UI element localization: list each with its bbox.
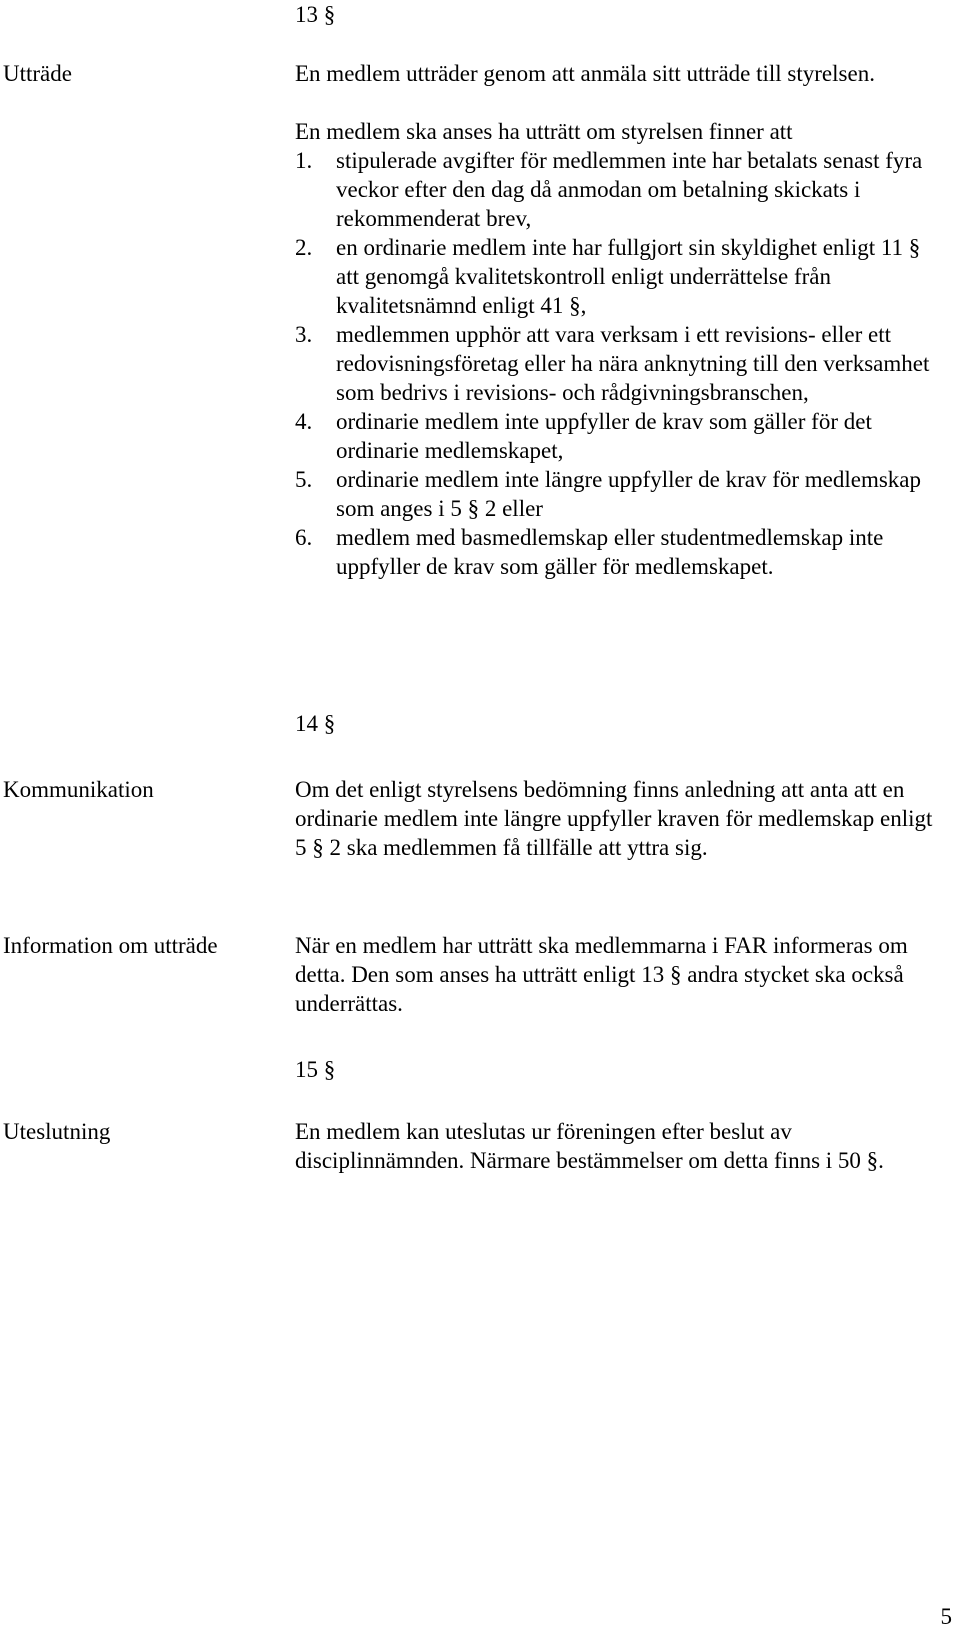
side-label-uttrade: Utträde	[3, 61, 72, 86]
section-13-body	[295, 59, 945, 581]
side-label-kommunikation: Kommunikation	[3, 777, 154, 802]
section-14-heading: 14 §	[295, 711, 336, 736]
section-13-para-2: En medlem ska anses ha utträtt om styrelsen finner att	[295, 119, 793, 144]
list-item-text: medlemmen upphör att vara verksam i ett revisions- eller ett redovisningsföretag eller ha nära anknytning till den verksamhet som bedrivs i revisions- och rådgivningsbranschen,	[336, 322, 930, 405]
section-15-heading: 15 §	[295, 1057, 336, 1082]
section-14-para-2: När en medlem har utträtt ska medlemmarna i FAR informeras om detta. Den som anses ha utträtt enligt 13 § andra stycket ska också underrättas.	[295, 933, 908, 1016]
page-number: 5	[940, 1604, 952, 1629]
list-item	[295, 146, 945, 233]
side-label-uteslutning: Uteslutning	[3, 1119, 111, 1144]
section-15-para-1: En medlem kan uteslutas ur föreningen efter beslut av disciplinnämnden. Närmare bestämmelser om detta finns i 50 §.	[295, 1119, 884, 1173]
list-item-number: 4.	[295, 409, 313, 434]
list-item-text: ordinarie medlem inte uppfyller de krav som gäller för det ordinarie medlemskapet,	[336, 409, 872, 463]
list-item-text: stipulerade avgifter för medlemmen inte har betalats senast fyra veckor efter den dag då anmodan om betalning skickats i rekommenderat brev,	[336, 148, 923, 231]
list-item-text: medlem med basmedlemskap eller studentmedlemskap inte uppfyller de krav som gäller för medlemskapet.	[336, 525, 884, 579]
list-item-number: 2.	[295, 235, 313, 260]
list-item-number: 3.	[295, 322, 313, 347]
list-item	[295, 233, 945, 320]
list-item	[295, 523, 945, 581]
list-item-number: 6.	[295, 525, 313, 550]
section-13-para-1: En medlem utträder genom att anmäla sitt utträde till styrelsen.	[295, 61, 875, 86]
list-item	[295, 407, 945, 465]
list-item-text: ordinarie medlem inte längre uppfyller de krav för medlemskap som anges i 5 § 2 eller	[336, 467, 922, 521]
list-item-number: 1.	[295, 148, 313, 173]
list-item	[295, 465, 945, 523]
section-13-heading: 13 §	[295, 2, 336, 27]
section-13-list	[295, 146, 945, 581]
list-item-number: 5.	[295, 467, 313, 492]
side-label-information-om-uttrade: Information om utträde	[3, 933, 218, 958]
list-item	[295, 320, 945, 407]
list-item-text: en ordinarie medlem inte har fullgjort sin skyldighet enligt 11 § att genomgå kvalitetskontroll enligt underrättelse från kvalitetsnämnd enligt 41 §,	[336, 235, 921, 318]
section-14-para-1: Om det enligt styrelsens bedömning finns anledning att anta att en ordinarie medlem inte längre uppfyller kraven för medlemskap enligt 5 § 2 ska medlemmen få tillfälle att yttra sig.	[295, 777, 933, 860]
